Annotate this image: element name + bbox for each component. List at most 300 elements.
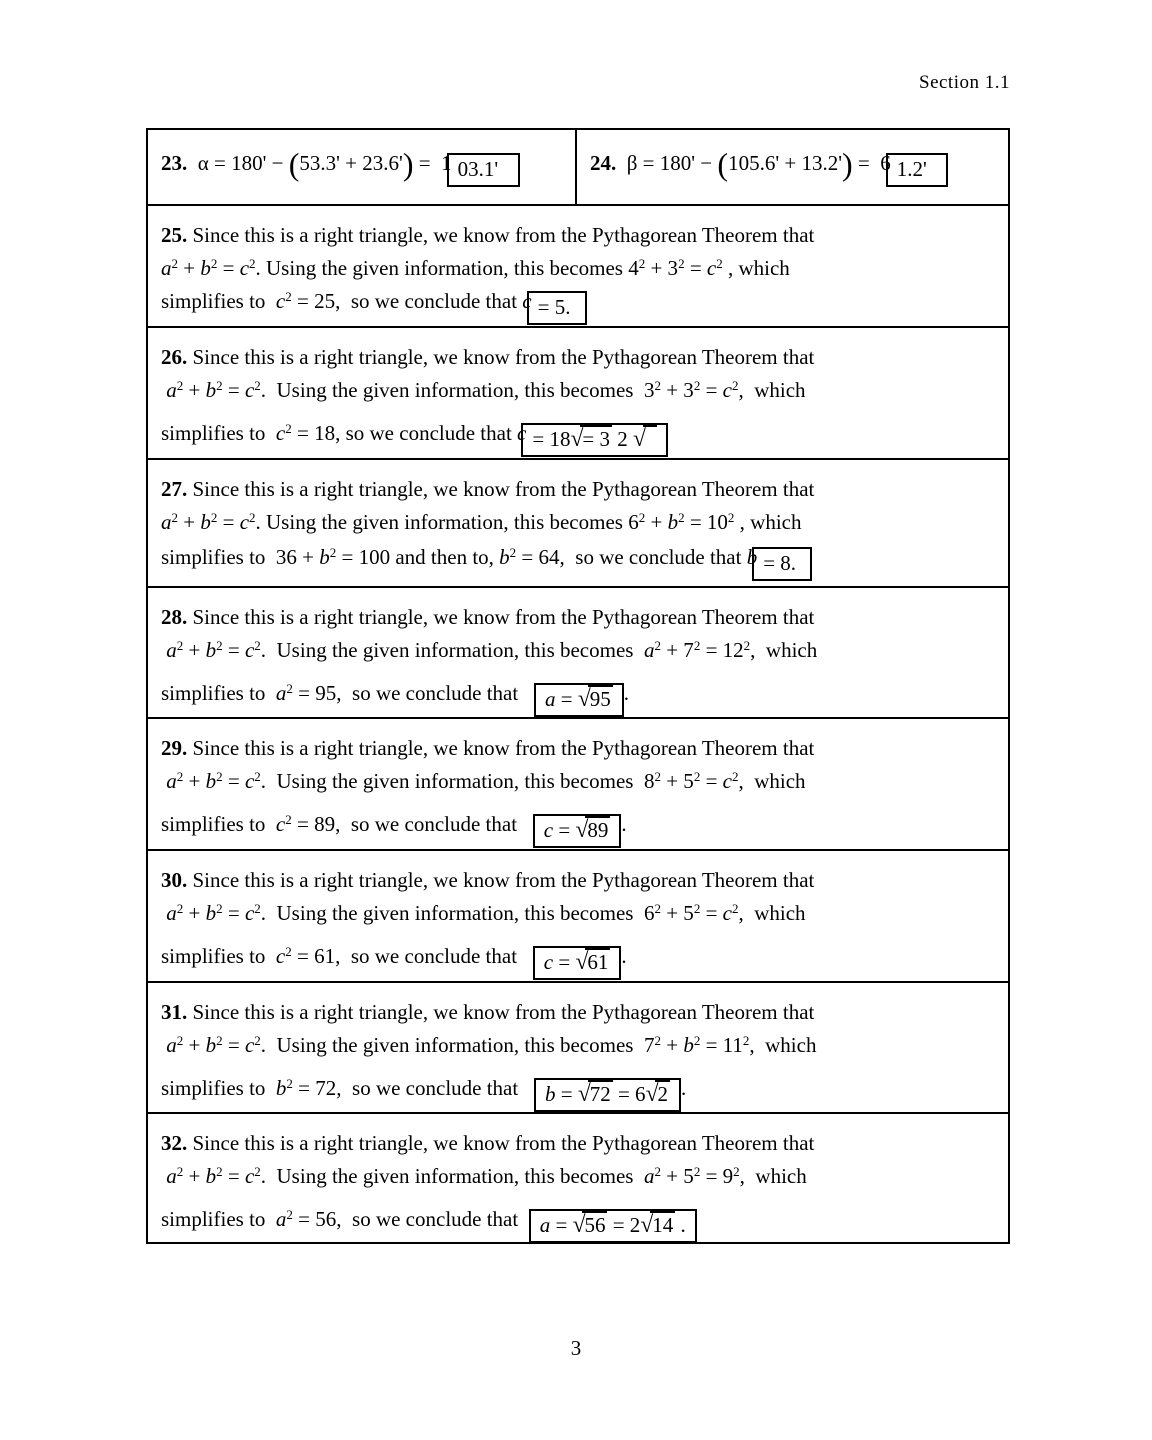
exponent: 2 [249, 256, 256, 271]
answer-box [534, 683, 624, 717]
exponent: 2 [254, 769, 261, 784]
text-run: simplifies to [161, 1076, 276, 1100]
text-run: = 64, so we conclude that [516, 545, 747, 569]
text-run: + [183, 378, 206, 402]
problem-26-line-1 [161, 341, 998, 374]
math-variable: b [683, 1033, 694, 1057]
sqrt-symbol-icon: √ [575, 949, 589, 975]
math-variable: c [722, 901, 732, 925]
exponent: 2 [654, 901, 661, 916]
math-variable: a [539, 1213, 551, 1237]
text-run: 61 [587, 950, 609, 974]
exponent: 2 [731, 769, 739, 784]
text-run: . Using the given information, this becomes 6 [255, 510, 639, 534]
page-number: 3 [570, 1336, 582, 1360]
problem-number: 23. [161, 151, 188, 175]
math-variable: b [205, 1164, 217, 1188]
exponent: 2 [285, 421, 292, 436]
text-run: Since this is a right triangle, we know from the Pythagorean Theorem that [187, 868, 815, 892]
radicand [588, 685, 613, 711]
text-run: = 8. [763, 551, 802, 575]
math-variable: b [205, 901, 217, 925]
exponent: 2 [216, 1164, 223, 1179]
problem-27-line-1 [161, 473, 998, 506]
text-run: = 10 [684, 510, 728, 534]
exponent: 2 [329, 545, 337, 560]
radical [570, 427, 612, 451]
math-variable: c [522, 289, 532, 313]
text-run: Since this is a right triangle, we know from the Pythagorean Theorem that [187, 1131, 815, 1155]
exponent: 2 [654, 769, 661, 784]
exponent: 2 [216, 769, 223, 784]
math-variable: b [200, 510, 211, 534]
text-run: = [684, 256, 707, 280]
exponent: 2 [254, 1164, 261, 1179]
text-run: 1.2' [896, 157, 938, 181]
problem-32-line-1 [161, 1127, 998, 1160]
sqrt-symbol-icon: √ [575, 817, 589, 843]
math-variable: a [166, 769, 177, 793]
text-run: = 12 [700, 638, 744, 662]
problem-number: 27. [161, 477, 188, 501]
problem-23-equation [161, 147, 520, 187]
text-run: = [553, 818, 576, 842]
text-run: , which [738, 378, 806, 402]
text-run: + [183, 1033, 206, 1057]
sqrt-symbol-icon: √ [577, 1081, 591, 1107]
problem-number: 31. [161, 1000, 188, 1024]
text-run: . [621, 944, 627, 968]
exponent: 2 [654, 378, 661, 393]
math-variable: b [205, 638, 217, 662]
exponent: 2 [176, 769, 184, 784]
text-run: β = 180' − [616, 151, 718, 175]
text-run: = 2 [607, 1213, 641, 1237]
paren-icon: ) [402, 146, 414, 182]
problem-28-line-1 [161, 601, 998, 634]
text-run: = 9 [700, 1164, 734, 1188]
text-run: = 95, so we conclude that [292, 681, 534, 705]
radical [646, 1082, 670, 1106]
text-run: = 11 [700, 1033, 743, 1057]
problem-29-line-2 [161, 765, 998, 798]
answer-box [529, 1209, 697, 1242]
exponent: 2 [176, 901, 184, 916]
solutions-table [146, 128, 1010, 1244]
radical [573, 1213, 608, 1237]
problem-32-line-3 [161, 1203, 998, 1242]
exponent: 2 [285, 289, 292, 304]
text-run: + 5 [660, 901, 694, 925]
text-run: = 100 and then to, [336, 545, 500, 569]
text-run: , which [739, 1164, 807, 1188]
text-run: Since this is a right triangle, we know from the Pythagorean Theorem that [187, 223, 815, 247]
text-run: 53.3' + 23.6' [299, 151, 403, 175]
problem-number: 26. [161, 345, 188, 369]
math-variable: c [275, 944, 286, 968]
math-variable: c [275, 289, 286, 313]
text-run: 2 [657, 1082, 668, 1106]
answer-box [752, 547, 812, 581]
problem-26-line-2 [161, 374, 998, 407]
text-run: = 72, so we conclude that [292, 1076, 534, 1100]
text-run: = [700, 769, 723, 793]
text-run: Since this is a right triangle, we know from the Pythagorean Theorem that [187, 477, 815, 501]
exponent: 2 [254, 901, 261, 916]
text-run: . Using the given information, this becomes [260, 638, 644, 662]
math-variable: b [544, 1082, 556, 1106]
exponent: 2 [254, 638, 261, 653]
text-run: + [183, 769, 206, 793]
problem-row-31 [148, 981, 1008, 1112]
answer-box [527, 291, 587, 325]
math-variable: c [239, 256, 250, 280]
text-run: + [178, 256, 201, 280]
problem-26-line-3 [161, 417, 998, 457]
exponent: 2 [176, 378, 184, 393]
text-run: , which [749, 1033, 817, 1057]
problem-row-25 [148, 204, 1008, 326]
exponent: 2 [171, 510, 178, 525]
text-run: = 61, so we conclude that [291, 944, 533, 968]
text-run: 14 [652, 1213, 674, 1237]
problem-27-line-2 [161, 506, 998, 539]
text-run: = 56, so we conclude that [292, 1207, 529, 1231]
exponent: 2 [743, 638, 751, 653]
exponent: 2 [176, 1164, 184, 1179]
sqrt-symbol-icon: √ [640, 1212, 654, 1238]
math-variable: a [166, 1033, 177, 1057]
problem-number: 28. [161, 605, 188, 629]
text-run: simplifies to [161, 1207, 276, 1231]
text-run: Since this is a right triangle, we know from the Pythagorean Theorem that [187, 605, 815, 629]
text-run: = [222, 901, 245, 925]
problem-row-32 [148, 1112, 1008, 1242]
text-run: = [222, 1033, 245, 1057]
exponent: 2 [509, 545, 517, 560]
math-variable: b [275, 1076, 287, 1100]
math-variable: c [517, 421, 527, 445]
problem-30-line-3 [161, 940, 998, 980]
problem-31-line-1 [161, 996, 998, 1029]
exponent: 2 [727, 510, 735, 525]
text-run: simplifies to [161, 944, 276, 968]
math-variable: c [244, 638, 255, 662]
exponent: 2 [733, 1164, 740, 1179]
problem-27-line-3 [161, 541, 998, 581]
text-run: + [660, 1033, 684, 1057]
text-run: . Using the given information, this becomes 8 [260, 769, 655, 793]
exponent: 2 [216, 901, 223, 916]
problem-28-line-3 [161, 677, 998, 717]
text-run: = [700, 901, 723, 925]
exponent: 2 [216, 378, 223, 393]
problem-number: 29. [161, 736, 188, 760]
text-run: = 5. [537, 295, 576, 319]
exponent: 2 [286, 681, 293, 696]
math-variable: b [205, 378, 217, 402]
radical [575, 950, 610, 974]
math-variable: c [244, 901, 255, 925]
text-run: 56 [584, 1213, 606, 1237]
text-run: + [183, 1164, 206, 1188]
text-run: = [550, 1213, 573, 1237]
problem-28-line-2 [161, 634, 998, 667]
text-run: = 6 [852, 151, 891, 175]
text-run: + [183, 638, 206, 662]
text-run: α = 180' − [187, 151, 289, 175]
problem-29-line-1 [161, 732, 998, 765]
math-variable: b [319, 545, 330, 569]
problem-row-30 [148, 849, 1008, 981]
exponent: 2 [176, 638, 184, 653]
exponent: 2 [654, 1033, 661, 1048]
exponent: 2 [286, 1076, 293, 1091]
sqrt-symbol-icon: √ [570, 426, 584, 452]
text-run: = [222, 1164, 245, 1188]
math-variable: c [244, 1033, 255, 1057]
problem-31-line-3 [161, 1072, 998, 1112]
math-variable: c [244, 1164, 255, 1188]
text-run: 105.6' + 13.2' [728, 151, 842, 175]
text-run: . Using the given information, this becomes 4 [255, 256, 639, 280]
radicand [643, 425, 658, 451]
answer-box [533, 946, 622, 980]
text-run: = [555, 1082, 578, 1106]
math-variable: c [239, 510, 250, 534]
text-run: simplifies to 36 + [161, 545, 320, 569]
math-variable: a [275, 681, 287, 705]
problem-23-cell [148, 130, 577, 204]
exponent: 2 [286, 1207, 293, 1222]
exponent: 2 [731, 378, 739, 393]
text-run: . Using the given information, this becomes 7 [260, 1033, 655, 1057]
math-variable: c [244, 769, 255, 793]
radicand [585, 948, 610, 974]
math-variable: c [722, 769, 732, 793]
text-run: + [645, 510, 668, 534]
text-run: = 25, so we conclude that [291, 289, 523, 313]
text-run: Since this is a right triangle, we know from the Pythagorean Theorem that [187, 1000, 815, 1024]
radicand [650, 1211, 675, 1237]
section-label: Section 1.1 [919, 72, 1010, 93]
text-run: Since this is a right triangle, we know from the Pythagorean Theorem that [187, 736, 815, 760]
text-run: + [178, 510, 201, 534]
math-variable: c [706, 256, 717, 280]
text-run: + [183, 901, 206, 925]
text-run: , which [738, 769, 806, 793]
text-run: simplifies to [161, 681, 276, 705]
problem-row-26 [148, 326, 1008, 458]
text-run: = 3 [582, 427, 610, 451]
math-variable: a [643, 1164, 655, 1188]
exponent: 2 [678, 510, 685, 525]
problem-30-line-2 [161, 897, 998, 930]
problem-number: 30. [161, 868, 188, 892]
text-run: . [623, 681, 629, 705]
answer-box [521, 423, 668, 457]
text-run: + 5 [660, 769, 694, 793]
text-run: Since this is a right triangle, we know from the Pythagorean Theorem that [187, 345, 815, 369]
exponent: 2 [693, 638, 701, 653]
exponent: 2 [638, 510, 646, 525]
math-variable: c [275, 421, 286, 445]
text-run: = 89, so we conclude that [291, 812, 533, 836]
math-variable: a [275, 1207, 287, 1231]
problem-25-line-1 [161, 219, 998, 252]
exponent: 2 [254, 378, 261, 393]
text-run: = [555, 687, 578, 711]
sqrt-symbol-icon: √ [572, 1212, 586, 1238]
exponent: 2 [654, 638, 661, 653]
problem-32-line-2 [161, 1160, 998, 1193]
exponent: 2 [285, 812, 292, 827]
math-variable: a [161, 256, 172, 280]
math-variable: a [166, 901, 177, 925]
paren-icon: ) [841, 146, 853, 182]
radicand [580, 425, 612, 451]
math-variable: a [643, 638, 655, 662]
problem-24-cell [577, 130, 1008, 204]
text-run: . Using the given information, this becomes 6 [260, 901, 655, 925]
text-run: = 6 [612, 1082, 646, 1106]
problem-29-line-3 [161, 808, 998, 848]
text-run: + 7 [660, 638, 694, 662]
text-run: = 18 [532, 427, 571, 451]
text-run: + 5 [660, 1164, 694, 1188]
problem-row-23-24 [148, 130, 1008, 204]
math-variable: b [746, 545, 758, 569]
text-run: 2 [611, 427, 633, 451]
answer-box [886, 153, 949, 187]
exponent: 2 [216, 1033, 223, 1048]
math-variable: c [543, 818, 554, 842]
exponent: 2 [254, 1033, 261, 1048]
math-variable: b [499, 545, 510, 569]
text-run: . Using the given information, this becomes [260, 1164, 644, 1188]
problem-row-28 [148, 586, 1008, 717]
radical [575, 818, 610, 842]
problem-row-29 [148, 717, 1008, 849]
math-variable: a [544, 687, 556, 711]
exponent: 2 [693, 901, 701, 916]
text-run: , which [750, 638, 818, 662]
answer-box [534, 1078, 681, 1112]
exponent: 2 [731, 901, 739, 916]
exponent: 2 [638, 256, 646, 271]
radicand [582, 1211, 607, 1237]
exponent: 2 [210, 256, 218, 271]
text-run: = [553, 950, 576, 974]
problem-24-equation [590, 147, 948, 187]
math-variable: c [543, 950, 554, 974]
problem-31-line-2 [161, 1029, 998, 1062]
sqrt-symbol-icon: √ [632, 426, 646, 452]
exponent: 2 [210, 510, 218, 525]
exponent: 2 [693, 1033, 701, 1048]
sqrt-symbol-icon: √ [577, 686, 591, 712]
text-run: . Using the given information, this becomes 3 [260, 378, 655, 402]
math-variable: c [275, 812, 286, 836]
text-run: = [700, 378, 723, 402]
problem-25-line-3 [161, 285, 998, 325]
exponent: 2 [742, 1033, 750, 1048]
text-run: 03.1' [457, 157, 509, 181]
text-run: 89 [587, 818, 609, 842]
exponent: 2 [171, 256, 178, 271]
text-run [645, 427, 656, 451]
text-run: = [222, 378, 245, 402]
radical [640, 1213, 675, 1237]
text-run: = [217, 256, 240, 280]
sqrt-symbol-icon: √ [645, 1081, 659, 1107]
math-variable: a [161, 510, 172, 534]
text-run: = 1 [413, 151, 452, 175]
text-run: , which [722, 256, 790, 280]
problem-30-line-1 [161, 864, 998, 897]
text-run: simplifies to [161, 289, 276, 313]
exponent: 2 [716, 256, 723, 271]
answer-box [533, 814, 622, 848]
paren-icon: ( [717, 146, 729, 182]
problem-row-27 [148, 458, 1008, 586]
math-variable: b [667, 510, 679, 534]
exponent: 2 [285, 944, 292, 959]
text-run: simplifies to [161, 812, 276, 836]
exponent: 2 [176, 1033, 184, 1048]
problem-25-line-2 [161, 252, 998, 285]
math-variable: c [244, 378, 255, 402]
math-variable: b [205, 1033, 217, 1057]
text-run: . [621, 812, 627, 836]
exponent: 2 [249, 510, 256, 525]
radical [578, 687, 613, 711]
radical [633, 427, 657, 451]
exponent: 2 [216, 638, 223, 653]
math-variable: c [722, 378, 732, 402]
text-run: 95 [589, 687, 611, 711]
radicand [585, 816, 610, 842]
text-run: simplifies to [161, 421, 276, 445]
text-run: 72 [589, 1082, 611, 1106]
text-run: , which [738, 901, 806, 925]
exponent: 2 [678, 256, 685, 271]
text-run: . [675, 1213, 686, 1237]
radicand [588, 1080, 613, 1106]
radicand [655, 1080, 670, 1106]
math-variable: a [166, 1164, 177, 1188]
answer-box [447, 153, 520, 187]
math-variable: a [166, 378, 177, 402]
math-variable: b [200, 256, 211, 280]
text-run: , which [734, 510, 802, 534]
text-run: = [217, 510, 240, 534]
exponent: 2 [693, 769, 701, 784]
radical [578, 1082, 613, 1106]
text-run: + 3 [660, 378, 694, 402]
problem-number: 32. [161, 1131, 188, 1155]
text-run: = [222, 638, 245, 662]
exponent: 2 [693, 378, 701, 393]
exponent: 2 [693, 1164, 701, 1179]
problem-number: 25. [161, 223, 188, 247]
math-variable: b [205, 769, 217, 793]
text-run: . [680, 1076, 687, 1100]
text-run: + 3 [645, 256, 679, 280]
paren-icon: ( [288, 146, 300, 182]
text-run: = [222, 769, 245, 793]
text-run: = 18, so we conclude that [291, 421, 518, 445]
